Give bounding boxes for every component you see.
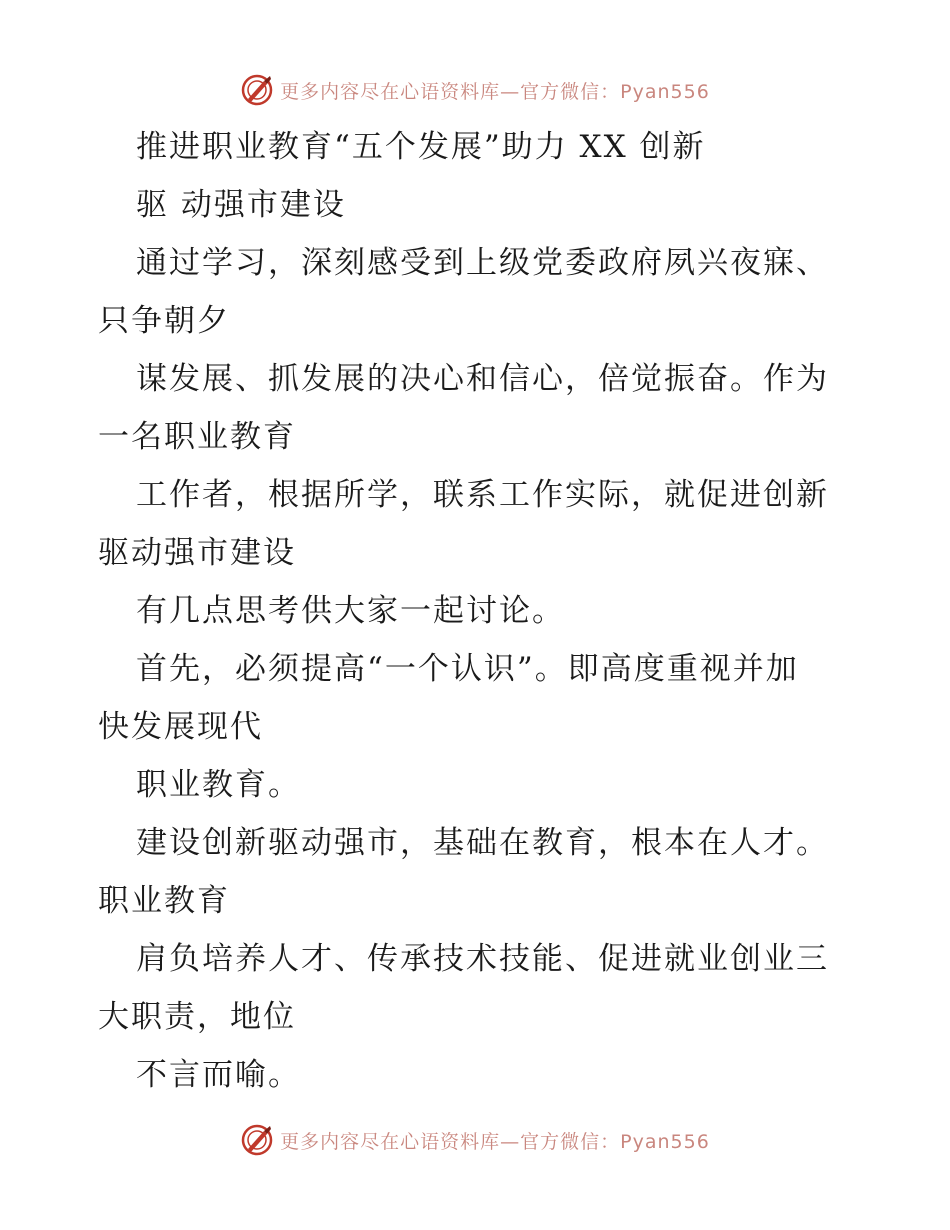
text-line: 职业教育。: [136, 767, 301, 803]
banner-text: 更多内容尽在心语资料库—官方微信：Pyan556: [280, 1130, 710, 1153]
quill-pen-logo-icon: [240, 73, 274, 107]
text-line: 职业教育: [98, 883, 230, 919]
footer-banner: [0, 1120, 950, 1160]
banner-text: 更多内容尽在心语资料库—官方微信：Pyan556: [280, 80, 710, 103]
text-line: 有几点思考供大家一起讨论。: [136, 593, 565, 629]
wechat-id: Pyan556: [620, 1130, 710, 1153]
text-line: 一名职业教育: [98, 419, 296, 455]
text-line: 驱动强市建设: [98, 535, 296, 571]
text-line: 不言而喻。: [136, 1057, 301, 1093]
text-line: 建设创新驱动强市，基础在教育，根本在人才。: [136, 825, 829, 861]
text-line: 工作者，根据所学，联系工作实际，就促进创新: [136, 477, 829, 513]
text-line: 通过学习，深刻感受到上级党委政府夙兴夜寐、: [136, 245, 829, 281]
text-line: 首先，必须提高“一个认识”。即高度重视并加: [136, 651, 799, 687]
text-line: 大职责，地位: [98, 999, 296, 1035]
text-line: 快发展现代: [98, 709, 263, 745]
text-line: 只争朝夕: [98, 303, 230, 339]
quill-pen-logo-icon: [240, 1123, 274, 1157]
document-body: [98, 118, 858, 1104]
text-line: 驱 动强市建设: [136, 187, 346, 223]
header-banner: [0, 70, 950, 110]
text-line: 推进职业教育“五个发展”助力 XX 创新: [136, 129, 706, 165]
text-line: 谋发展、抓发展的决心和信心，倍觉振奋。作为: [136, 361, 829, 397]
wechat-id: Pyan556: [620, 80, 710, 103]
text-line: 肩负培养人才、传承技术技能、促进就业创业三: [136, 941, 829, 977]
